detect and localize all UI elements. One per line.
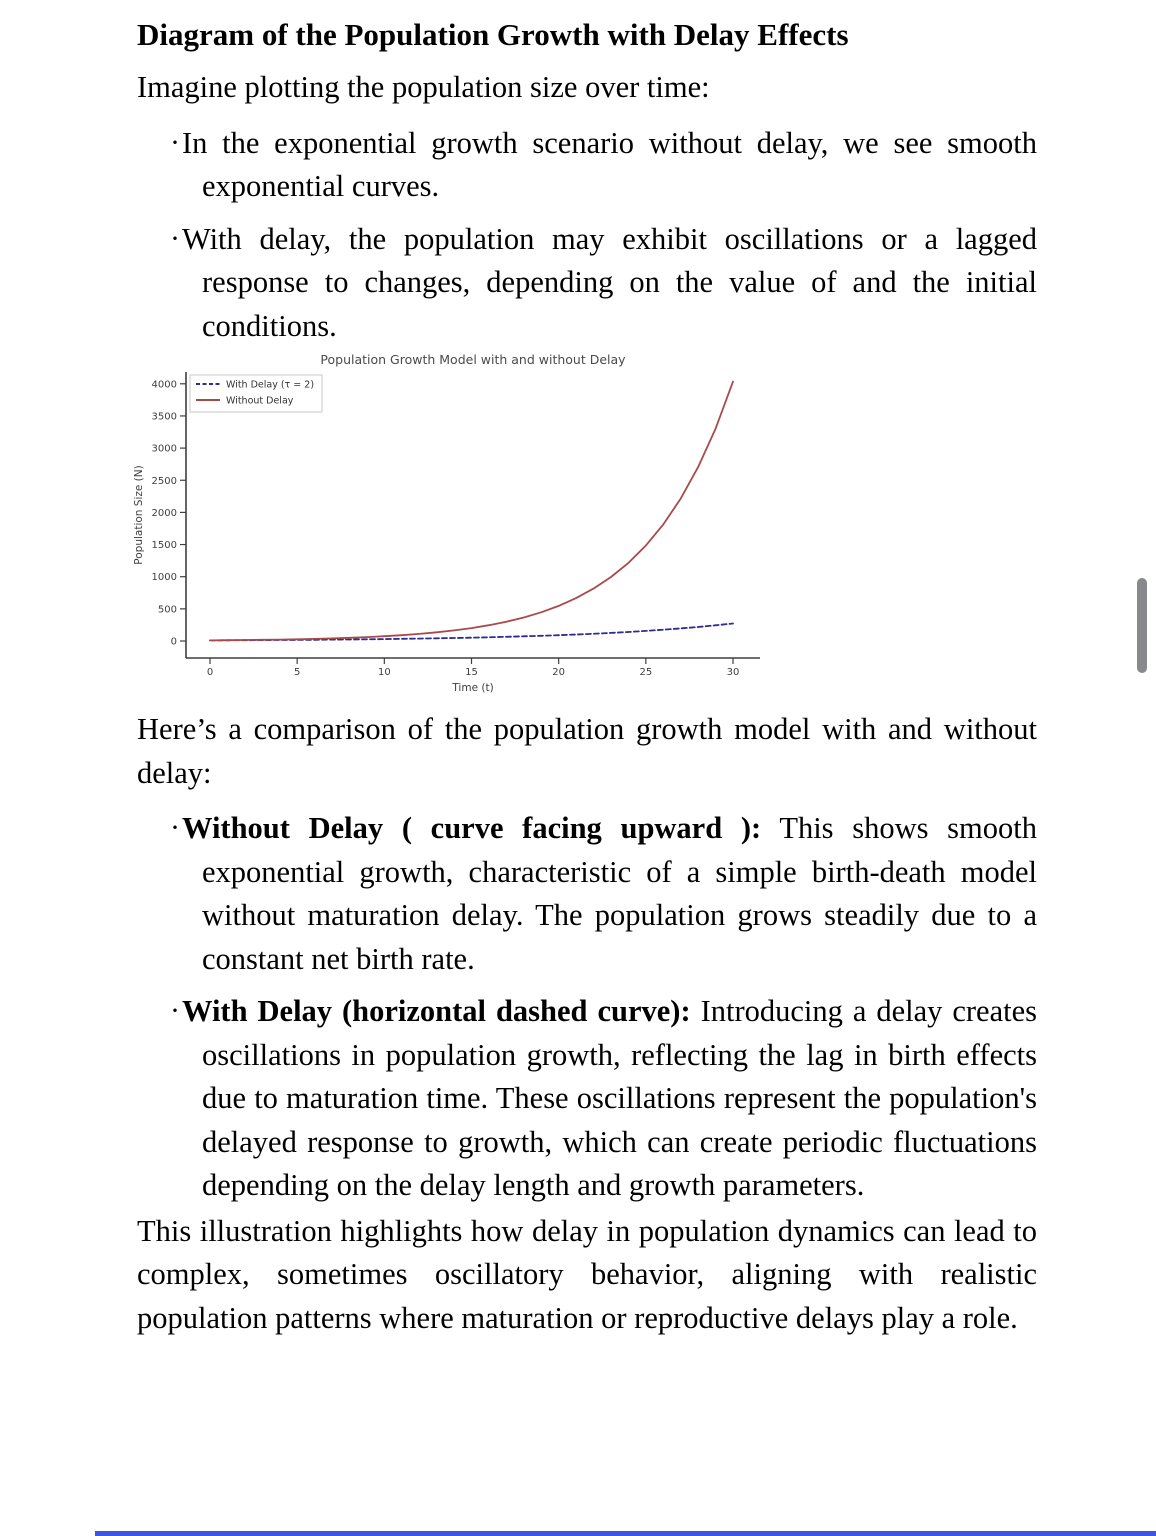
population-growth-figure (130, 350, 775, 698)
svg-text:30: 30 (726, 667, 740, 678)
svg-text:5: 5 (293, 667, 301, 678)
svg-text:Population Size (N): Population Size (N) (133, 465, 145, 565)
svg-text:Time (t): Time (t) (452, 682, 494, 694)
svg-text:15: 15 (465, 667, 478, 678)
svg-text:1500: 1500 (151, 540, 177, 552)
svg-text:1000: 1000 (151, 572, 177, 584)
svg-text:0: 0 (206, 667, 214, 678)
list-item (137, 990, 1037, 1208)
svg-text:Population Growth Model with a: Population Growth Model with and without Delay (320, 352, 626, 367)
document-content (133, 12, 1037, 1352)
list-item (137, 122, 1037, 209)
svg-text:2500: 2500 (151, 475, 177, 487)
bottom-accent-bar (95, 1531, 1156, 1536)
svg-text:2000: 2000 (151, 507, 177, 519)
svg-text:Without Delay: Without Delay (226, 395, 294, 407)
vertical-scrollbar-thumb[interactable] (1137, 578, 1147, 673)
page-title: Diagram of the Population Growth with Delay Effects (137, 17, 849, 52)
list-item-text: Introducing a delay creates oscillations in population growth, reflecting the lag in birth effects due to maturation time. These oscillations represent the population's delayed response to growth, which can create periodic fluctuations depending on the delay length and growth parameters. (202, 994, 1037, 1202)
list-item-text: This shows smooth exponential growth, characteristic of a simple birth-death model without maturation delay. The population grows steadily due to a constant net birth rate. (202, 811, 1037, 976)
svg-text:3500: 3500 (151, 411, 177, 423)
svg-text:25: 25 (639, 667, 653, 678)
comparison-bullet-list (137, 807, 1037, 1208)
intro-paragraph: Imagine plotting the population size over time: (137, 70, 710, 104)
population-growth-chart (130, 350, 775, 698)
list-item (137, 807, 1037, 981)
svg-text:With Delay (τ = 2): With Delay (τ = 2) (226, 379, 315, 391)
list-item (137, 218, 1037, 349)
svg-text:10: 10 (377, 667, 391, 678)
list-item-bold-lead: With Delay (horizontal dashed curve): (182, 994, 691, 1028)
comparison-intro-paragraph: Here’s a comparison of the population growth model with and without delay: (137, 712, 1037, 790)
svg-text:500: 500 (157, 604, 177, 616)
svg-text:4000: 4000 (151, 379, 177, 391)
top-bullet-list (137, 122, 1037, 349)
list-item-text: In the exponential growth scenario without delay, we see smooth exponential curves. (182, 125, 1037, 203)
closing-paragraph: This illustration highlights how delay in population dynamics can lead to complex, sometimes oscillatory behavior, aligning with realistic population patterns where maturation or reproductive delays play a role. (137, 1213, 1037, 1335)
list-item-text: With delay, the population may exhibit oscillations or a lagged response to changes, depending on the value of and the initial conditions. (182, 221, 1037, 343)
svg-text:20: 20 (552, 667, 566, 678)
svg-text:3000: 3000 (151, 443, 177, 455)
svg-text:0: 0 (170, 636, 177, 648)
list-item-bold-lead: Without Delay ( curve facing upward ): (182, 811, 762, 845)
